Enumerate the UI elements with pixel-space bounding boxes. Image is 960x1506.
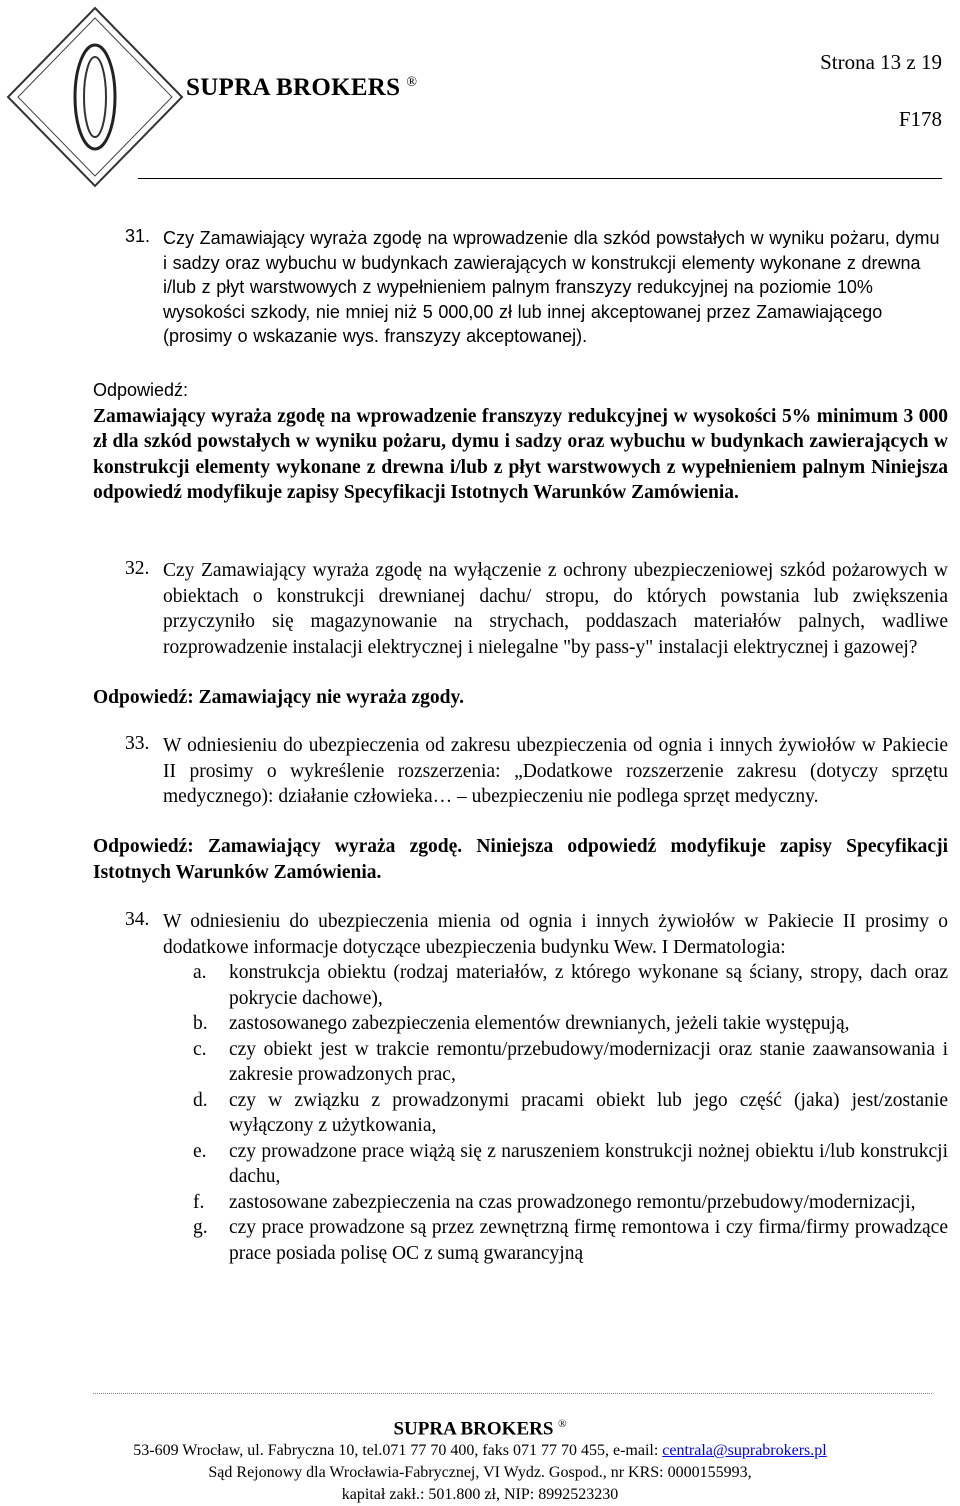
question-number: 34. xyxy=(125,909,150,930)
answer-33: Odpowiedź: Zamawiający wyraża zgodę. Niniejsza odpowiedź modyfikuje zapisy Specyfikacji Istotnych Warunków Zamówienia. xyxy=(93,836,948,883)
question-text: W odniesieniu do ubezpieczenia mienia od ognia i innych żywiołów w Pakiecie II prosimy o dodatkowe informacje dotyczące ubezpieczenia budynku Wew. I Dermatologia: xyxy=(163,911,948,958)
question-number: 31. xyxy=(125,226,151,246)
list-item-d: d. czy w związku z prowadzonymi pracami obiekt lub jego część (jaka) jest/zostanie wyłączony z użytkowania, xyxy=(193,1089,948,1136)
answer-31 xyxy=(93,378,948,506)
question-text: Czy Zamawiający wyraża zgodę na wprowadzenie dla szkód powstałych w wyniku pożaru, dymu i sadzy oraz wybuchu w budynkach zawierających w konstrukcji elementy wykonane z drewna i/lub z płyt warstwowych z wypełnieniem palnym franszyzy redukcyjnej na poziomie 10% wysokości szkody, nie mniej niż 5 000,00 zł lub innej akceptowanej przez Zamawiającego (prosimy o wskazanie wys. franszyzy akceptowanej). xyxy=(163,228,940,346)
question-number: 33. xyxy=(125,733,150,754)
footer-address: 53-609 Wrocław, ul. Fabryczna 10, tel.071 77 70 400, faks 071 77 70 455, e-mail: centrala@suprabrokers.pl xyxy=(133,1442,827,1460)
footer-brand: SUPRA BROKERS ® xyxy=(393,1418,567,1440)
answer-text: Zamawiający wyraża zgodę na wprowadzenie franszyzy redukcyjnej w wysokości 5% minimum 3 000 zł dla szkód powstałych w wyniku pożaru, dymu i sadzy oraz wybuchu w budynkach zawierających w konstrukcji elementy wykonane z drewna i/lub z płyt warstwowych z wypełnieniem palnym Niniejsza odpowiedź modyfikuje zapisy Specyfikacji Istotnych Warunków Zamówienia. xyxy=(93,405,948,503)
question-body xyxy=(163,909,948,1266)
list-item-b: b. zastosowanego zabezpieczenia elementów drewnianych, jeżeli takie występują, xyxy=(193,1013,850,1034)
list-item-a: a. konstrukcja obiektu (rodzaj materiałów, z którego wykonane są ściany, stropy, dach oraz pokrycie dachowe), xyxy=(193,962,948,1009)
footer-capital: kapitał zakł.: 501.800 zł, NIP: 8992523230 xyxy=(341,1486,619,1504)
question-text: Czy Zamawiający wyraża zgodę na wyłączenie z ochrony ubezpieczeniowej szkód pożarowych w obiektach o konstrukcji drewnianej dachu/ stropu, do których powstania lub zwiększenia przyczyniło się magazynowanie na strychach, poddaszach materiałów palnych, wadliwe rozprowadzenie instalacji elektrycznej i nielegalne "by pass-y" instalacji elektrycznej i gazowej? xyxy=(163,560,948,658)
answer-label: Odpowiedź: xyxy=(93,380,189,400)
email-link[interactable]: centrala@suprabrokers.pl xyxy=(662,1442,827,1460)
company-logo xyxy=(6,6,184,188)
list-item-f: f. zastosowane zabezpieczenia na czas prowadzonego remontu/przebudowy/modernizacji, xyxy=(193,1191,916,1213)
document-code: F178 xyxy=(898,107,942,131)
footer xyxy=(0,1413,960,1506)
header-brand: SUPRA BROKERS ® xyxy=(186,74,418,101)
list-item-e: e. czy prowadzone prace wiążą się z naruszeniem konstrukcji nożnej obiektu i/lub konstrukcji dachu, xyxy=(193,1140,948,1187)
question-text: W odniesieniu do ubezpieczenia od zakresu ubezpieczenia od ognia i innych żywiołów w Pakiecie II prosimy o wykreślenie rozszerzenia: „Dodatkowe rozszerzenie zakresu (dotyczy sprzętu medycznego): działanie człowieka… – ubezpieczeniu nie podlega sprzęt medyczny. xyxy=(163,735,948,807)
header-divider xyxy=(138,178,942,179)
list-item-g: g. czy prace prowadzone są przez zewnętrzną firmę remontowa i czy firma/firmy prowadzące prace posiada polisę OC z sumą gwarancyjną xyxy=(193,1217,948,1264)
page-number: Strona 13 z 19 xyxy=(820,50,942,74)
answer-32: Odpowiedź: Zamawiający nie wyraża zgody. xyxy=(93,687,465,708)
question-number: 32. xyxy=(125,558,150,579)
footer-divider xyxy=(93,1393,932,1394)
footer-court: Sąd Rejonowy dla Wrocławia-Fabrycznej, VI Wydz. Gospod., nr KRS: 0000155993, xyxy=(208,1464,752,1482)
list-item-c: c. czy obiekt jest w trakcie remontu/przebudowy/modernizacji oraz stanie zaawansowania i zakresie prowadzonych prac, xyxy=(193,1038,948,1085)
